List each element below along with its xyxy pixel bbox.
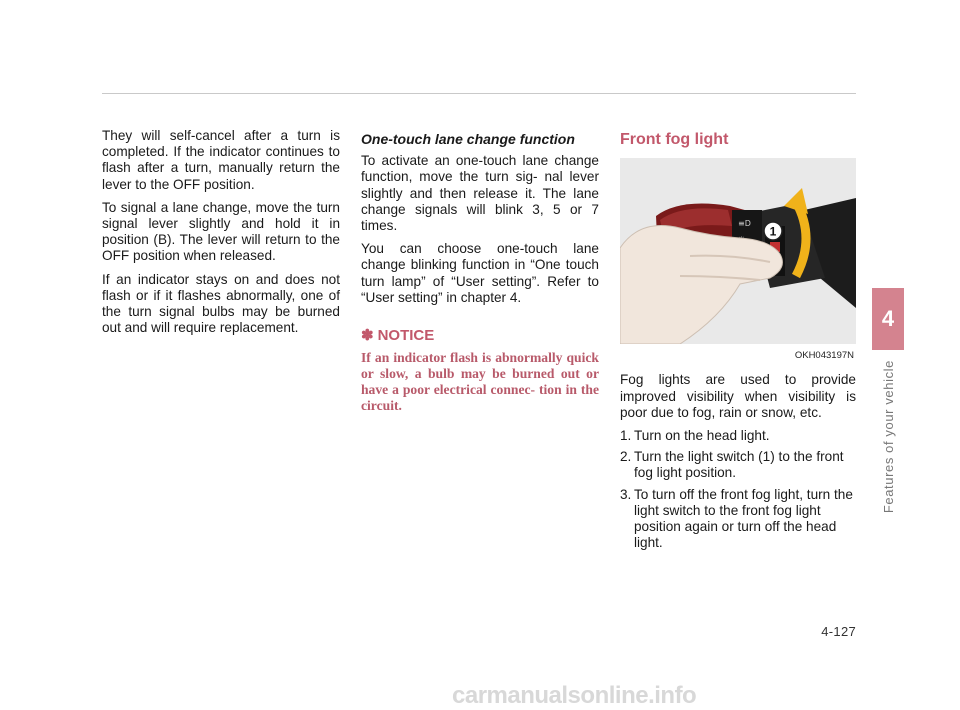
chapter-tab: 4: [872, 288, 904, 350]
steps-list: [620, 428, 856, 551]
paragraph: You can choose one-touch lane change blinking function in “One touch turn lamp” of “User setting”. Refer to “User setting” in chapter 4.: [361, 241, 599, 305]
paragraph: To signal a lane change, move the turn signal lever slightly and hold it in position (B). The lever will return to the OFF position when released.: [102, 199, 340, 264]
list-item: 2. Turn the light switch (1) to the front fog light position.: [620, 449, 844, 481]
chapter-side-label: Features of your vehicle: [880, 360, 896, 514]
subheading-one-touch: One-touch lane change function: [361, 131, 575, 147]
list-item: 3. To turn off the front fog light, turn the light switch to the front fog light position again or turn off the head light.: [620, 486, 853, 551]
callout-1-label: 1: [769, 224, 777, 239]
notice-text: If an indicator flash is abnormally quick or slow, a bulb may be burned out or have a poor electrical connec- tion in the circuit.: [361, 350, 599, 413]
watermark: carmanualsonline.info: [452, 682, 697, 709]
list-item: 1. Turn on the head light.: [620, 428, 770, 444]
figure-code: OKH043197N: [794, 350, 854, 362]
notice-title: NOTICE: [377, 327, 435, 345]
column-middle: [361, 128, 599, 420]
column-left: [102, 128, 340, 343]
header-rule: [102, 93, 856, 94]
notice-star-icon: ✽: [361, 327, 374, 345]
paragraph: To activate an one-touch lane change function, move the turn sig- nal lever slightly and then release it. The lane change signals will blink 3, 5 or 7 times.: [361, 153, 599, 234]
svg-text:≡D: ≡D: [738, 219, 751, 229]
column-right: [620, 128, 856, 556]
page-number: 4-127: [821, 624, 856, 639]
notice-heading: [361, 328, 599, 344]
section-title-fog-light: Front fog light: [620, 131, 729, 148]
paragraph: If an indicator stays on and does not flash or if it flashes abnormally, one of the turn signal bulbs may be burned out and will require replacement.: [102, 271, 340, 336]
paragraph: They will self-cancel after a turn is completed. If the indicator continues to flash after a turn, manually return the lever to the OFF position.: [102, 128, 340, 192]
paragraph: Fog lights are used to provide improved visibility when visibility is poor due to fog, rain or snow, etc.: [620, 372, 856, 420]
hand-on-lever-illustration: [620, 158, 856, 344]
fog-light-switch-figure: [620, 158, 856, 344]
